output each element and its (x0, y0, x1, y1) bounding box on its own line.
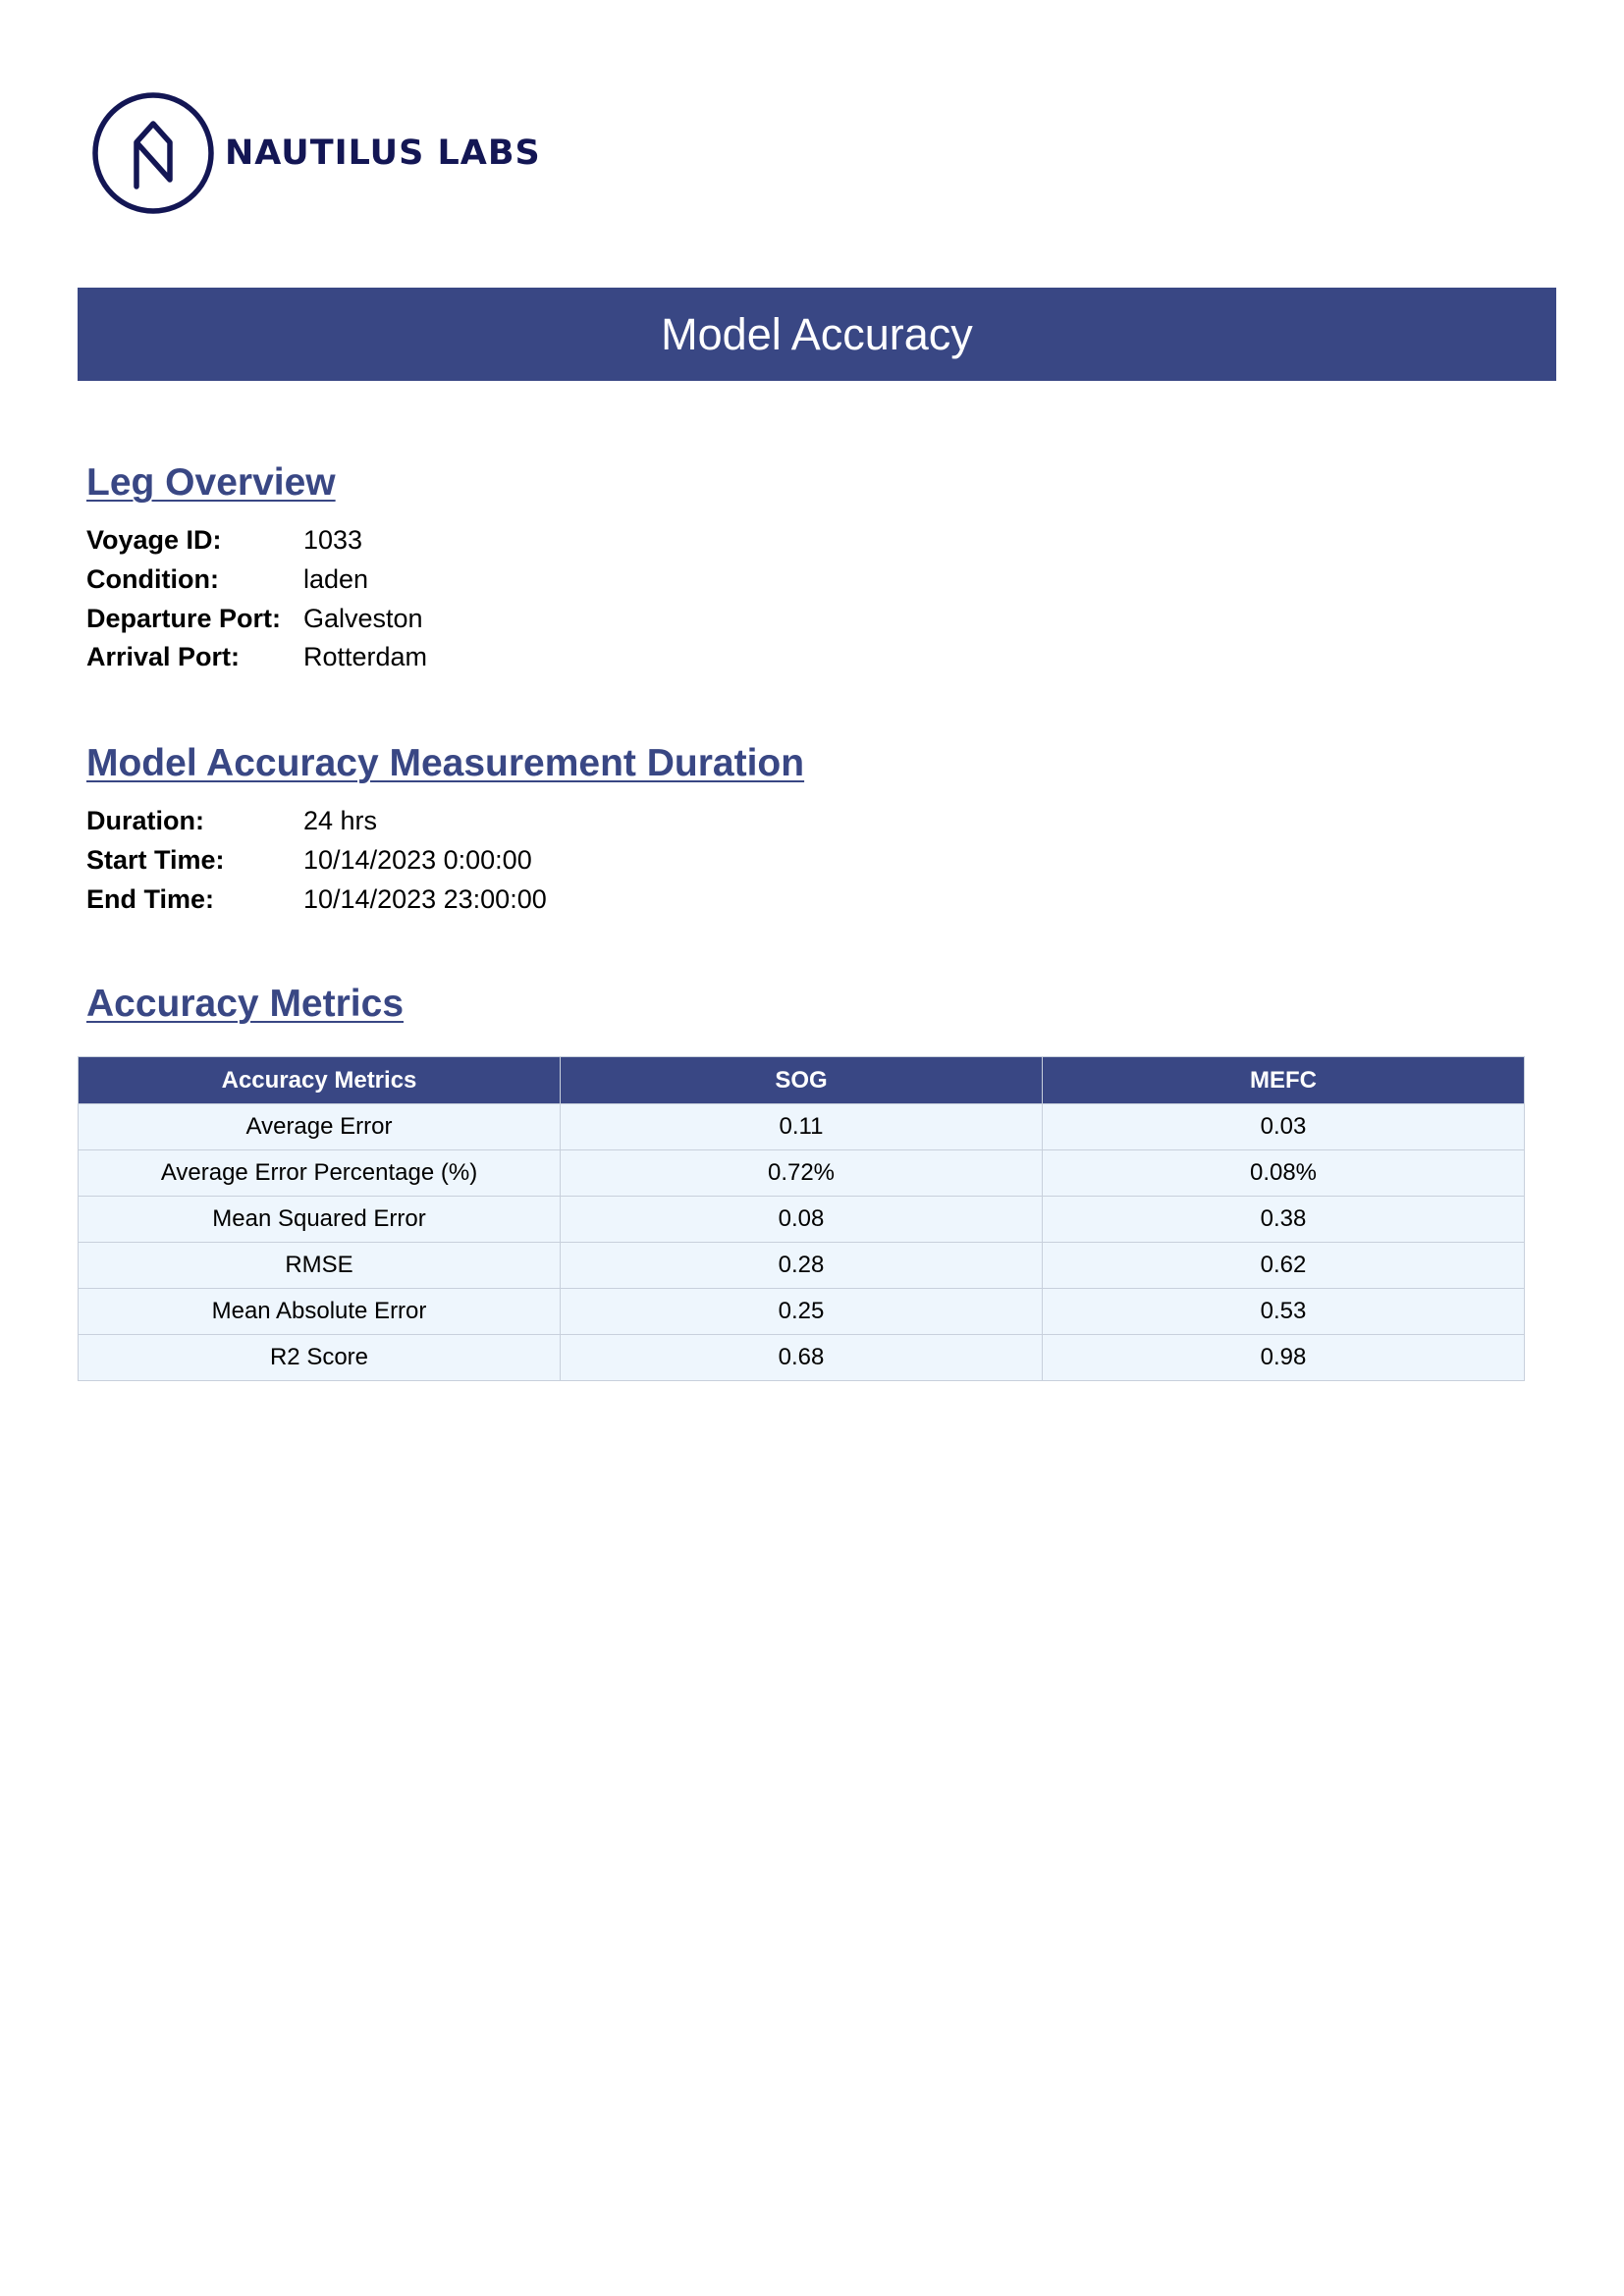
voyage-id-value: 1033 (303, 525, 363, 556)
nautilus-logo-icon (91, 91, 215, 215)
accuracy-metrics-heading: Accuracy Metrics (86, 983, 405, 1025)
sog-value-cell: 0.11 (561, 1104, 1043, 1150)
metric-name-cell: R2 Score (79, 1335, 561, 1381)
start-time-value: 10/14/2023 0:00:00 (303, 845, 532, 876)
departure-port-row (86, 599, 427, 638)
table-header-row (79, 1057, 1525, 1104)
page-title-banner (78, 288, 1556, 381)
metric-name-cell: Mean Squared Error (79, 1197, 561, 1243)
accuracy-metrics-table (78, 1056, 1525, 1381)
leg-overview-heading: Leg Overview (86, 461, 336, 504)
table-row (79, 1104, 1525, 1150)
measurement-duration-heading: Model Accuracy Measurement Duration (86, 742, 805, 784)
departure-port-label: Departure Port: (86, 603, 282, 633)
condition-row (86, 561, 427, 600)
end-time-row (86, 880, 547, 919)
column-header-mefc: MEFC (1043, 1057, 1525, 1104)
column-header-metric: Accuracy Metrics (79, 1057, 561, 1104)
condition-value: laden (303, 564, 369, 595)
arrival-port-label: Arrival Port: (86, 642, 241, 672)
leg-overview-details (86, 521, 427, 677)
mefc-value-cell: 0.62 (1043, 1243, 1525, 1289)
measurement-duration-details (86, 802, 547, 919)
start-time-label: Start Time: (86, 845, 225, 876)
mefc-value-cell: 0.53 (1043, 1289, 1525, 1335)
arrival-port-row (86, 638, 427, 677)
voyage-id-label: Voyage ID: (86, 525, 222, 556)
brand-logo (91, 91, 541, 215)
duration-value: 24 hrs (303, 806, 378, 836)
table-row (79, 1243, 1525, 1289)
sog-value-cell: 0.68 (561, 1335, 1043, 1381)
table-row (79, 1335, 1525, 1381)
metric-name-cell: Mean Absolute Error (79, 1289, 561, 1335)
metric-name-cell: Average Error Percentage (%) (79, 1150, 561, 1197)
table-row (79, 1289, 1525, 1335)
sog-value-cell: 0.72% (561, 1150, 1043, 1197)
mefc-value-cell: 0.08% (1043, 1150, 1525, 1197)
arrival-port-value: Rotterdam (303, 642, 428, 672)
table-row (79, 1197, 1525, 1243)
table-row (79, 1150, 1525, 1197)
metric-name-cell: RMSE (79, 1243, 561, 1289)
start-time-row (86, 841, 547, 881)
column-header-sog: SOG (561, 1057, 1043, 1104)
metric-name-cell: Average Error (79, 1104, 561, 1150)
sog-value-cell: 0.08 (561, 1197, 1043, 1243)
voyage-id-row (86, 521, 427, 561)
sog-value-cell: 0.25 (561, 1289, 1043, 1335)
brand-name: NAUTILUS LABS (225, 133, 541, 173)
mefc-value-cell: 0.98 (1043, 1335, 1525, 1381)
mefc-value-cell: 0.03 (1043, 1104, 1525, 1150)
mefc-value-cell: 0.38 (1043, 1197, 1525, 1243)
departure-port-value: Galveston (303, 603, 423, 633)
sog-value-cell: 0.28 (561, 1243, 1043, 1289)
end-time-label: End Time: (86, 883, 215, 914)
condition-label: Condition: (86, 564, 219, 595)
duration-label: Duration: (86, 806, 204, 836)
end-time-value: 10/14/2023 23:00:00 (303, 883, 547, 914)
page-title: Model Accuracy (661, 308, 973, 359)
duration-row (86, 802, 547, 841)
